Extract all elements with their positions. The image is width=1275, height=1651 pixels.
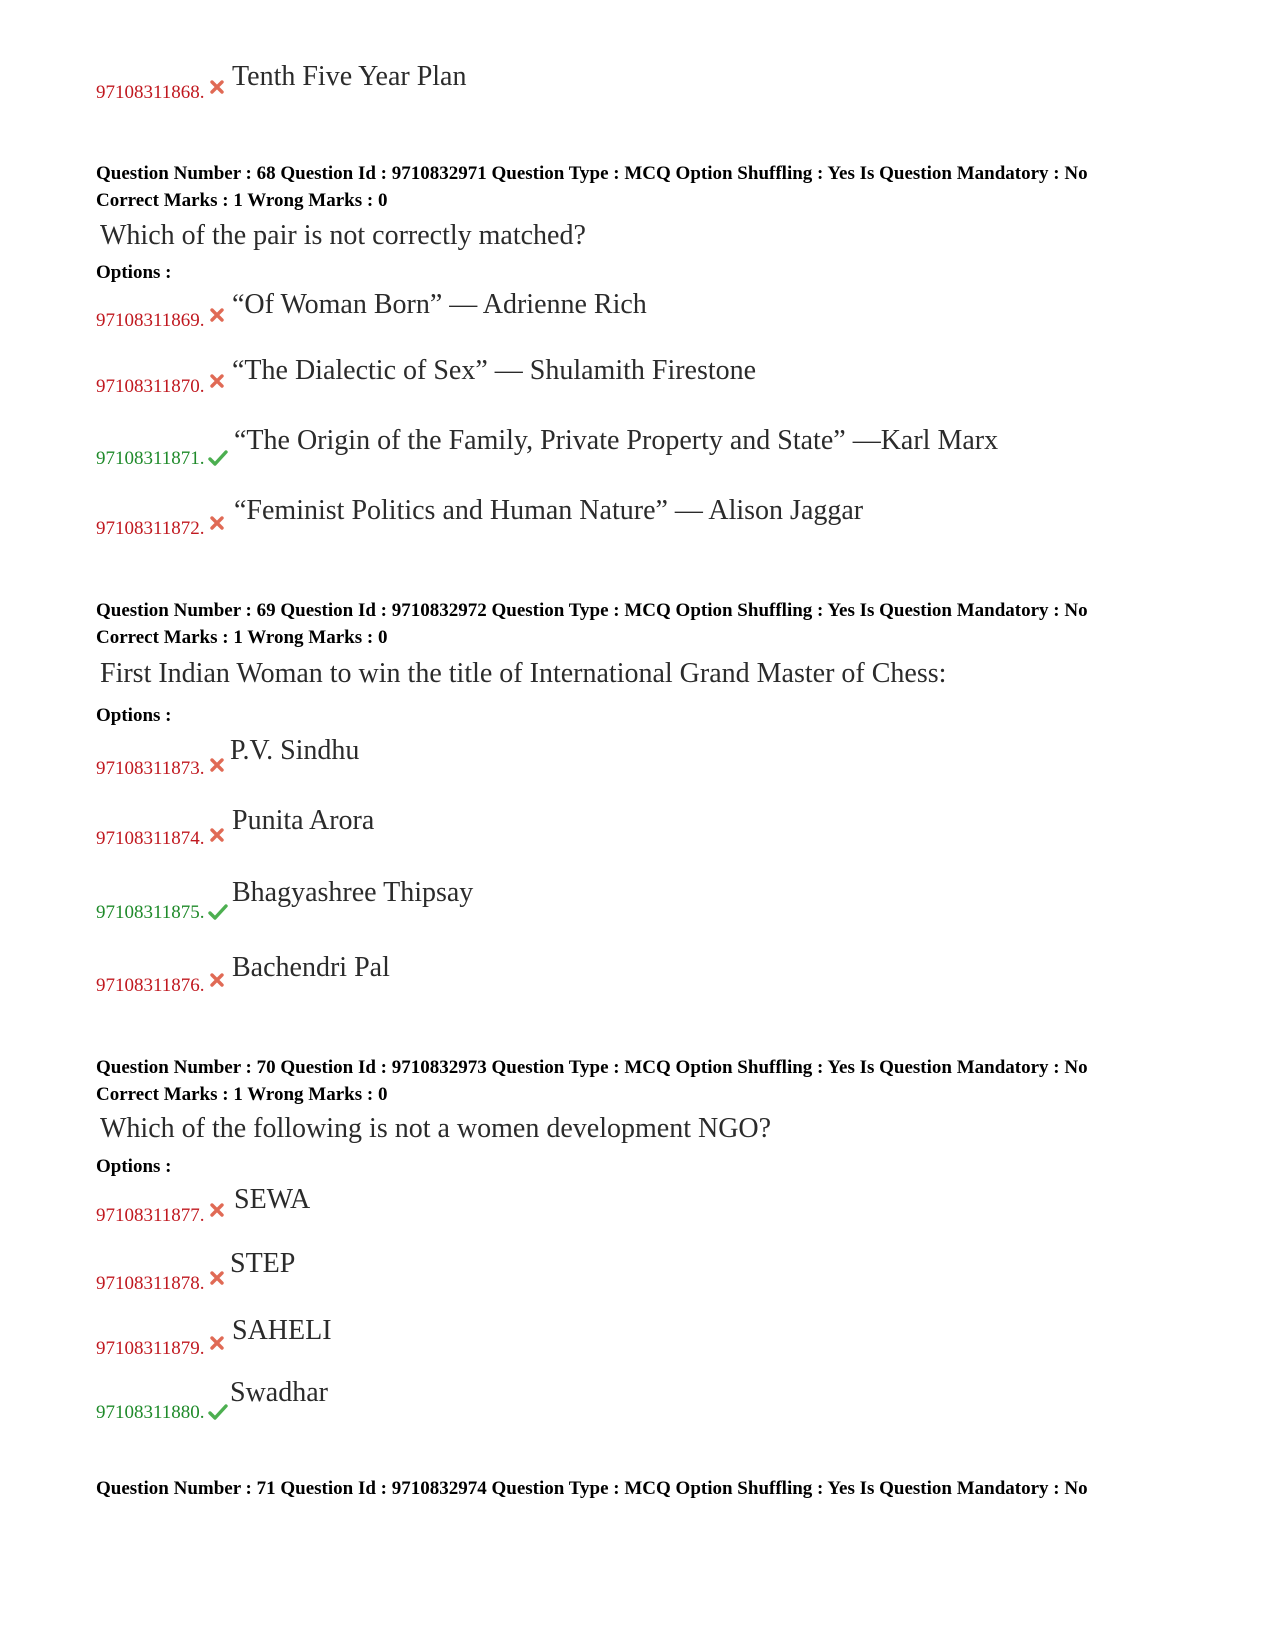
option-id: 97108311871. (96, 448, 205, 469)
option-text: Bhagyashree Thipsay (232, 877, 474, 908)
cross-icon (210, 828, 226, 844)
cross-icon (210, 973, 226, 989)
cross-icon (210, 758, 226, 774)
option-text: “The Dialectic of Sex” — Shulamith Firestone (232, 355, 757, 386)
option-text: STEP (230, 1248, 296, 1279)
cross-icon (210, 516, 226, 532)
options-label: Options : (96, 262, 172, 283)
option-id: 97108311868. (96, 82, 205, 103)
check-icon (208, 450, 228, 466)
option-id: 97108311874. (96, 828, 205, 849)
question-marks: Correct Marks : 1 Wrong Marks : 0 (96, 1084, 388, 1105)
option-id: 97108311880. (96, 1402, 205, 1423)
option-text: “Feminist Politics and Human Nature” — Alison Jaggar (234, 495, 864, 526)
cross-icon (210, 308, 226, 324)
option-id: 97108311875. (96, 902, 205, 923)
option-id: 97108311879. (96, 1338, 205, 1359)
cross-icon (210, 80, 226, 96)
cross-icon (210, 1336, 226, 1352)
question-text: Which of the following is not a women development NGO? (100, 1113, 772, 1144)
option-text: Bachendri Pal (232, 952, 390, 983)
cross-icon (210, 374, 226, 390)
question-meta: Question Number : 70 Question Id : 9710832973 Question Type : MCQ Option Shuffling : Yes Is Question Mandatory : No (96, 1057, 1088, 1078)
option-id: 97108311876. (96, 975, 205, 996)
option-text: SEWA (234, 1184, 311, 1215)
option-text: SAHELI (232, 1315, 332, 1346)
question-marks: Correct Marks : 1 Wrong Marks : 0 (96, 627, 388, 648)
question-marks: Correct Marks : 1 Wrong Marks : 0 (96, 190, 388, 211)
question-text: First Indian Woman to win the title of International Grand Master of Chess: (100, 658, 947, 689)
cross-icon (210, 1271, 226, 1287)
options-label: Options : (96, 1156, 172, 1177)
option-id: 97108311873. (96, 758, 205, 779)
question-meta: Question Number : 68 Question Id : 9710832971 Question Type : MCQ Option Shuffling : Yes Is Question Mandatory : No (96, 163, 1088, 184)
option-id: 97108311869. (96, 310, 205, 331)
option-text: Tenth Five Year Plan (232, 61, 467, 92)
check-icon (208, 1404, 228, 1420)
option-text: P.V. Sindhu (230, 735, 360, 766)
option-text: “Of Woman Born” — Adrienne Rich (232, 289, 647, 320)
options-label: Options : (96, 705, 172, 726)
option-id: 97108311872. (96, 518, 205, 539)
question-meta: Question Number : 69 Question Id : 9710832972 Question Type : MCQ Option Shuffling : Yes Is Question Mandatory : No (96, 600, 1088, 621)
option-text: Swadhar (230, 1377, 328, 1408)
question-meta: Question Number : 71 Question Id : 9710832974 Question Type : MCQ Option Shuffling : Yes Is Question Mandatory : No (96, 1478, 1088, 1499)
option-text: “The Origin of the Family, Private Property and State” —Karl Marx (234, 425, 999, 456)
cross-icon (210, 1203, 226, 1219)
question-text: Which of the pair is not correctly matched? (100, 220, 586, 251)
option-id: 97108311870. (96, 376, 205, 397)
option-id: 97108311877. (96, 1205, 205, 1226)
option-text: Punita Arora (232, 805, 375, 836)
option-id: 97108311878. (96, 1273, 205, 1294)
check-icon (208, 904, 228, 920)
